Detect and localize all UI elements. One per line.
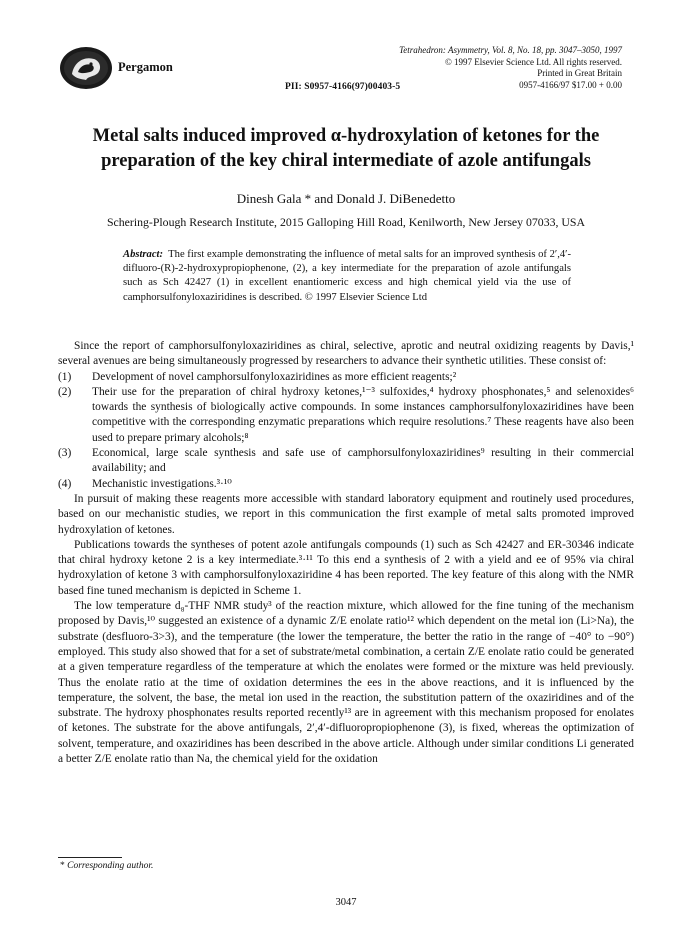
list-item-text: Development of novel camphorsulfonyloxaziridines as more efficient reagents;² [92,370,457,383]
journal-header [0,0,692,100]
footnote-text: Corresponding author. [67,861,154,871]
pii-identifier: PII: S0957-4166(97)00403-5 [285,82,401,92]
numbered-list [58,370,634,492]
abstract-label: Abstract: [123,249,164,260]
list-item [58,385,634,446]
footnote-mark: * [60,861,65,871]
copyright-line: © 1997 Elsevier Science Ltd. All rights reserved. [444,56,622,67]
abstract-text: The first example demonstrating the influence of metal salts for an improved synthesis of 2′,4′-difluoro-(R)-2-hydroxypropiophenone, (2), a key intermediate for the preparation of azole antifungals such as Sch 42427 (1) in excellent enantiomeric excess and high chemical yield via the use of camphorsulfonyloxaziridines is described. © 1997 Elsevier Science Ltd [123,249,571,303]
list-item [58,477,634,492]
list-item-text: Economical, large scale synthesis and safe use of camphorsulfonyloxaziridines⁹ resulting in their commercial availability; and [92,447,634,475]
footnote [60,861,153,871]
printed-line: Printed in Great Britain [537,68,622,78]
article-title: Metal salts induced improved α-hydroxylation of ketones for the preparation of the key chiral intermediate of azole antifungals [92,126,600,171]
journal-citation: Tetrahedron: Asymmetry, Vol. 8, No. 18, pp. 3047–3050, 1997 [399,45,622,55]
issn-line: 0957-4166/97 $17.00 + 0.00 [519,79,622,90]
list-item-text: Mechanistic investigations.³·¹⁰ [92,477,232,490]
abstract [123,248,571,305]
list-item-number: (1) [58,370,72,383]
list-item-number: (2) [58,385,72,398]
list-item-number: (4) [58,477,72,490]
page-number: 3047 [335,897,357,908]
list-item-number: (3) [58,447,72,460]
list-item [58,446,634,477]
pergamon-logo-icon [58,46,114,90]
body-paragraph-1: Since the report of camphorsulfonyloxaziridines as chiral, selective, aprotic and neutral oxidizing reagents by Davis,¹ several avenues are being simultaneously progressed by researchers to advance their synthetic utilities. These consist of: [58,340,634,368]
article-authors: Dinesh Gala * and Donald J. DiBenedetto [236,191,456,206]
publisher-name: Pergamon [118,60,173,74]
article-body [58,339,634,767]
body-paragraph-4: The low temperature d₈-THF NMR study³ of the reaction mixture, which allowed for the fine tuning of the mechanism proposed by Davis,¹⁰ suggested an existence of a dynamic Z/E enolate ratio¹² which dependent on the metal ion (Li>Na), the substrate (desfluoro-3>3), and the temperature (the lower the temperature, the better the ratio in the range of −40° to −90°) employed. This study also showed that for a set of substrate/metal combination, a certain Z/E enolate ratio could be generated at a given temperature regardless of the temperature at which the enolates were formed or the mixture was held previously. Thus the enolate ratio at the time of oxidation determines the ees in the above reactions, and it is influenced by the temperature, the solvent, the base, the metal ion used in the reaction, the substitution pattern of the oxaziridines and of the substrate. The hydroxy phosphonates results reported recently¹³ are in agreement with this mechanism proposed for enolates of ketones. The substrate for the above antifungals, 2′,4′-difluoropropiophenone (3), is fixed, whereas the optimization of solvent, temperature, and oxaziridines has been described in the above article. Although under similar conditions Li generated a better Z/E enolate ratio than Na, the chemical yield for the oxidation [58,600,634,766]
author-affiliation: Schering-Plough Research Institute, 2015 Galloping Hill Road, Kenilworth, New Jersey 07033, USA [106,215,586,229]
list-item [58,370,634,385]
body-paragraph-2: In pursuit of making these reagents more accessible with standard laboratory equipment and routinely used procedures, based on our mechanistic studies, we report in this communication the first example of metal salts promoted improved hydroxylation of ketones. [58,492,634,536]
body-paragraph-3: Publications towards the syntheses of potent azole antifungals compounds (1) such as Sch 42427 and ER-30346 indicate that chiral hydroxy ketone 2 is a key intermediate.³·¹¹ To this end a synthesis of 2 with a yield and ee of 95% via chiral hydroxylation of ketone 3 with camphorsulfonyloxaziridine 4 has been reported. The key feature of this along with the NMR based fine tuned mechanism is depicted in Scheme 1. [58,538,634,597]
footnote-rule [58,857,122,858]
list-item-text: Their use for the preparation of chiral hydroxy ketones,¹⁻³ sulfoxides,⁴ hydroxy phosphonates,⁵ and selenoxides⁶ towards the synthesis of biologically active compounds. In some instances camphorsulfonyloxaziridines have been competitive with the corresponding enzymatic preparations which require resolutions.⁷ These reagents have also been used to prepare primary alcohols;⁸ [92,385,634,444]
